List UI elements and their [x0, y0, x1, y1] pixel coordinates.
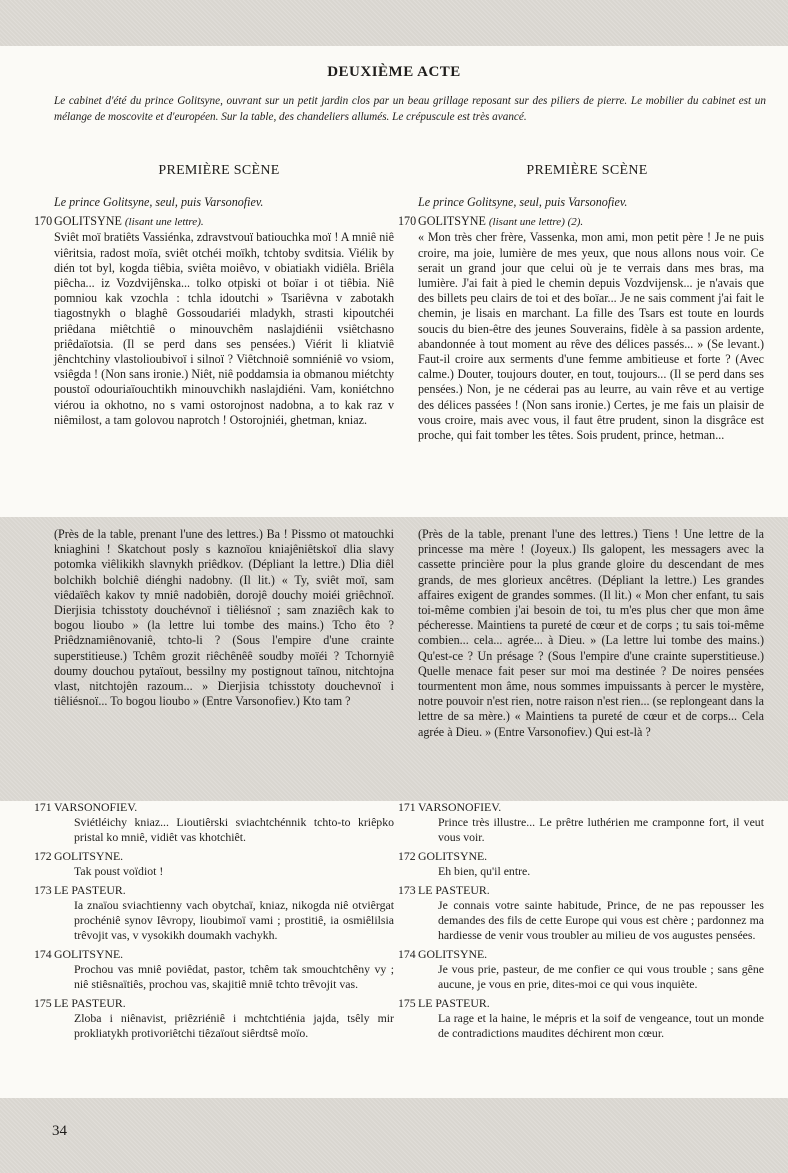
- speech-text: Tak poust voïdiot !: [74, 864, 164, 878]
- speech-text: Sviêt moï bratiêts Vassiénka, zdravstvouï batiouchka moï ! A mniê niê viêritsia, radost moïa, sviêt otchéi moïkh, tchtoby svditsia. Viélik by dién tot byl, kogda tiêbia, sviêta moiêvo, v obiatiakh vidiêla. Briêla piêcha... iz Vozdvijênska... tolko otpiski ot boïar i ot tiêbia. Niê pomniou kak vzochla : tchla idoutchi » Tsariêvna v zabotakh tiagostnykh o blaghê Gossoudariéi mladykh, strasti kipoutchéi priêdana miêtchtiê o minouvchêm naslajdiénii vsiêtchasno priêdaïotsia. (Il se perd dans ses pensées.) Viérit li kliatviê jênchtchiny vlastolioubivoï i silnoï ? Viêtchnoiê somniéniê vo vsiom, vsiêgda ! (Non sans ironie.) Niêt, niê poddamsia ia obmanou miétchty poustoï odouriaïouchtikh minouvchikh naslajdiéni. Vam, koniétchno viérou ia okhotno, no s vami ostorojnost nadobna, a to kak raz v niêmilost, a tam golovou naprotch ! Ostorojniéi, ghetman, kniaz.: [54, 230, 394, 427]
- left-column-intro: [34, 195, 394, 428]
- speech-block-172: [34, 849, 394, 879]
- speech-number: 174: [398, 947, 416, 961]
- speech-number: 175: [398, 996, 416, 1010]
- speech-text: Sviétléichy kniaz... Lioutiêrski sviachtchénnik tchto-to kriêpko pristal ko mniê, vidiêt vas khotchiêt.: [74, 815, 394, 844]
- stage-note: (lisant une lettre) (2).: [488, 216, 584, 229]
- speaker-name: GOLITSYNE: [418, 214, 486, 229]
- scene-title-right: PREMIÈRE SCÈNE: [526, 163, 648, 178]
- speech-block-171: [34, 800, 394, 845]
- right-middle-passage: [398, 527, 764, 740]
- speaker-name: GOLITSYNE.: [54, 947, 124, 961]
- scene-title-left: PREMIÈRE SCÈNE: [158, 163, 280, 178]
- page-number: 34: [52, 1123, 67, 1139]
- speech-block-171: [398, 800, 764, 845]
- speech-text: Je vous prie, pasteur, de me confier ce qui vous trouble ; sans gêne aucune, je vous en prie, dites-moi ce qui vous inquiète.: [438, 962, 764, 991]
- speech-block-174: [34, 947, 394, 992]
- speech-block-170-left: [34, 214, 394, 428]
- speech-number: 171: [34, 800, 52, 814]
- speech-text: Je connais votre sainte habitude, Prince, de ne pas repousser les demandes des fils de cette Europe qui vous est chère ; pardonnez ma hardiesse de venir vous troubler au milieu de vos augustes pensées.: [438, 898, 764, 942]
- stage-direction: Le cabinet d'été du prince Golitsyne, ouvrant sur un petit jardin clos par un beau grillage reposant sur des piliers de pierre. Le mobilier du cabinet est un mélange de moscovite et d'européen. Sur la table, des chandeliers allumés. Le crépuscule est très avancé.: [54, 95, 766, 123]
- act-title: DEUXIÈME ACTE: [327, 64, 461, 80]
- scene-subtitle-left: Le prince Golitsyne, seul, puis Varsonofiev.: [54, 195, 264, 209]
- speech-number: 171: [398, 800, 416, 814]
- speaker-name: GOLITSYNE.: [418, 849, 488, 863]
- speaker-name: LE PASTEUR.: [418, 883, 490, 897]
- speech-block-173: [34, 883, 394, 943]
- top-shaded-band: [0, 0, 788, 46]
- speech-number: 175: [34, 996, 52, 1010]
- stage-note: (lisant une lettre).: [124, 216, 204, 229]
- bottom-shaded-band: [0, 1098, 788, 1173]
- speech-number: 174: [34, 947, 52, 961]
- speech-number: 170: [398, 214, 417, 229]
- right-column-intro: [398, 195, 764, 443]
- speech-text: Prochou vas mniê poviêdat, pastor, tchêm tak smouchtchêny vy ; niê stiêsnaïtiês, prochou vas, skajitiê mniê tchto trêvojit vas.: [74, 962, 394, 991]
- speaker-name: LE PASTEUR.: [418, 996, 490, 1010]
- speaker-name: VARSONOFIEV.: [54, 800, 138, 814]
- speaker-name: VARSONOFIEV.: [418, 800, 502, 814]
- speaker-name: GOLITSYNE.: [54, 849, 124, 863]
- passage-text: (Près de la table, prenant l'une des lettres.) Ba ! Pissmo ot matouchki kniaghini ! Skatchout posly s kaznoïou kniajêniêtskoï dlia slavy potomka viêlikikh slavnykh priêdkov. (Dépliant la lettre.) Dlia diêl bolchikh bolchiê diénghi nadobny. (Il lit.) « Ty, sviêt moï, sam viêdaïêch kakov ty mniê nadobiên, dorojê douchy moiéi griêchnoï. Dierjisia tchisstoty douchévnoï i tiêliésnoï ; sam znaziêch kak to bogou lioubo » (la lettre lui tombe des mains.) Tcho êto ? Priêdznamiênovaniê, tchto-li ? (Sous l'empire d'une crainte superstitieuse.) Tchêm grozit riêchênêê soudby moïéi ? Tchornyiê doumy douchou pytaïout, bessilny my postignout taïnou, nitchtojna vlast, nitchtojên razoum... » Dierjisia tchisstoty douchevnoï i tiêliésnoï... To bogou lioubo » (Entre Varsonofiev.) Kto tam ?: [54, 527, 394, 709]
- speech-text: La rage et la haine, le mépris et la soif de vengeance, tout un monde de contradictions maudites déchirent mon cœur.: [438, 1011, 764, 1040]
- speech-block-173: [398, 883, 764, 943]
- speech-number: 172: [398, 849, 416, 863]
- speech-block-170-right: [398, 214, 764, 443]
- speech-number: 170: [34, 214, 53, 229]
- speaker-name: LE PASTEUR.: [54, 996, 126, 1010]
- scene-subtitle-right: Le prince Golitsyne, seul, puis Varsonofiev.: [418, 195, 628, 209]
- speech-number: 172: [34, 849, 52, 863]
- right-dialogue: [398, 800, 764, 1041]
- speaker-name: GOLITSYNE.: [418, 947, 488, 961]
- left-middle-passage: [34, 527, 394, 709]
- speech-number: 173: [34, 883, 52, 897]
- speech-text: Zloba i niênavist, priêzriéniê i mchtchtiénia jajda, tsêly mir prokliatykh protivoriêtchi tiêzaïout siêrdtsê moïo.: [74, 1011, 394, 1040]
- passage-text: (Près de la table, prenant l'une des lettres.) Tiens ! Une lettre de la princesse ma mère ! (Joyeux.) Ils galopent, les messagers avec la cassette princière pour la plus grande gloire du descendant de mes grands, de mes glorieux ancêtres. (Dépliant la lettre.) Les grandes affaires exigent de grandes sommes. (Il lit.) « Mon cher enfant, tu sais toi-même combien j'ai besoin de toi, tu m'es plus cher que mon âme pécheresse. Maintiens ta pureté de cœur et de corps ; tu sais toi-même combien... cela... agrée... à Dieu. » (La lettre lui tombe des mains.) Qu'est-ce ? Un présage ? (Sous l'empire d'une crainte superstitieuse.) Quelle menace fait peser sur moi ma destinée ? De noires pensées tourmentent mon âme, nous sommes impuissants à percer le mystère, notre pouvoir n'est rien, notre raison n'est rien... (se replongeant dans la lettre de sa mère.) « Maintiens ta pureté de cœur et de corps... Cela agrée à Dieu. » (Entre Varsonofiev.) Qui est-là ?: [418, 527, 764, 739]
- speech-block-175: [34, 996, 394, 1041]
- speaker-name: GOLITSYNE: [54, 214, 122, 229]
- speaker-name: LE PASTEUR.: [54, 883, 126, 897]
- speech-text: Eh bien, qu'il entre.: [438, 864, 531, 878]
- speech-block-174: [398, 947, 764, 992]
- speech-block-172: [398, 849, 764, 879]
- speech-text: Prince très illustre... Le prêtre luthérien me cramponne fort, il veut vous voir.: [438, 815, 764, 844]
- speech-block-175: [398, 996, 764, 1041]
- speech-text: « Mon très cher frère, Vassenka, mon ami, mon petit père ! Je ne puis croire, ma joie, lumière de mes yeux, que nous allons nous voir. Ce serait un grand jour que celui où je te verrais dans mes bras, ma lumière. J'ai fait à pied le chemin depuis Vozdvijensk... je n'avais que des billets peu clairs de toi et des boïar... Je ne sais comment j'ai fait le chemin, je lisais en marchant. La fille des Tsars est toute en lourds soucis du bien-être des jeunes Souverains, fidèle à sa passion ardente, abandonnée à tout moment au rêve des délices passés... » (Se levant.) Faut-il croire aux serments d'une femme ambitieuse et forte ? (Avec calme.) Douter, toujours douter, en tout, toujours... (Il se perd dans ses pensées.) Non, je ne céderai pas au leurre, au vain rêve et au vertige des délices passées ! (Non sans ironie.) Certes, je me fais un plaisir de vous croire, mais avec vous, il faut être prudent, sinon la disgrâce est proche, qui fait tomber les têtes. Sois prudent, prince, hetman...: [418, 230, 764, 443]
- speech-text: Ia znaïou sviachtienny vach obytchaï, kniaz, nikogda niê otviêrgat prochéniê synov Iêvropy, lioubimoï vami ; prostitiê, ia osmiêlilsia trêvojit vas, v vysokikh doumakh vachykh.: [74, 898, 394, 942]
- left-dialogue: [34, 800, 394, 1041]
- speech-number: 173: [398, 883, 416, 897]
